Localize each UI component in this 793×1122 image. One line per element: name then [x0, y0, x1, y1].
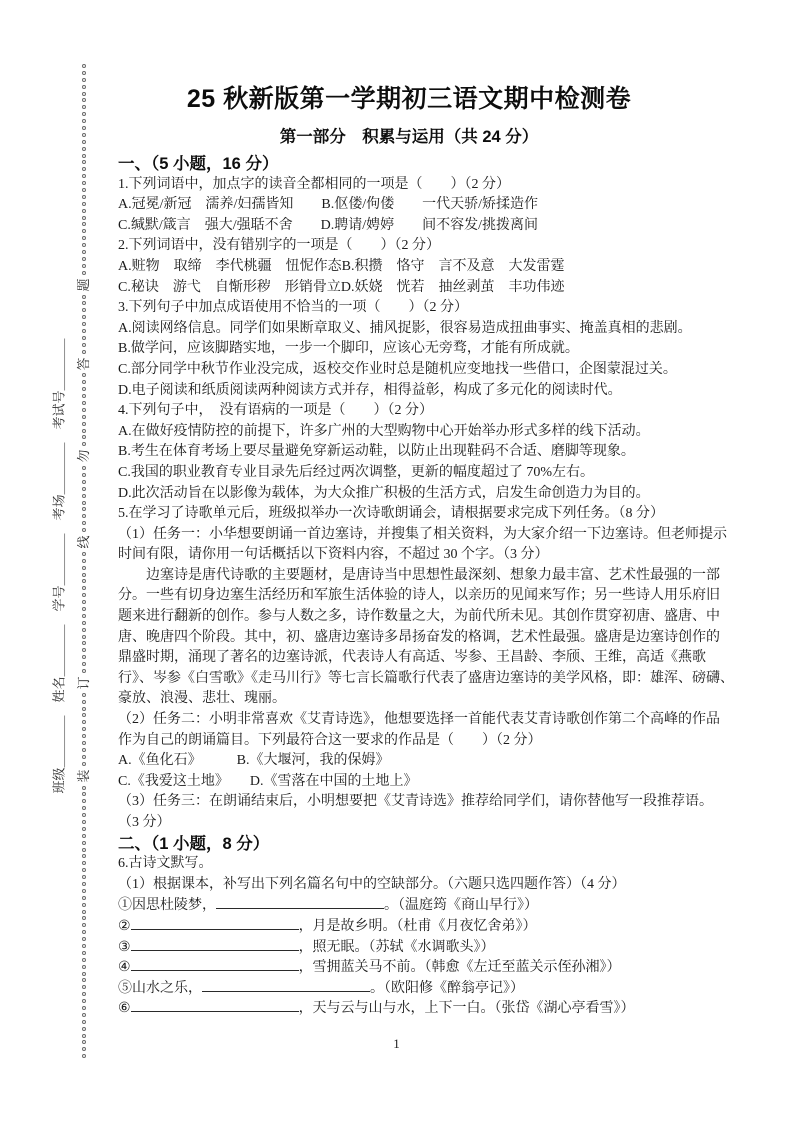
binding-dot	[82, 329, 86, 333]
exam-line	[118, 545, 700, 566]
binding-dot	[82, 243, 86, 247]
binding-dot	[82, 707, 86, 711]
binding-dot	[82, 167, 86, 171]
text-segment: B.做学问，应该脚踏实地，一步一个脚印，应该心无旁骛，才能有所成就。	[118, 341, 579, 357]
text-segment: ①因思杜陵梦，	[118, 898, 216, 914]
text-segment: ，雪拥蓝关马不前。（韩愈《左迁至蓝关示侄孙湘》）	[298, 960, 621, 976]
binding-line-char: 勿	[75, 449, 91, 463]
binding-dot	[82, 965, 86, 969]
exam-line	[118, 978, 700, 999]
binding-dot	[82, 951, 86, 955]
answer-blank	[131, 916, 299, 930]
binding-dot	[82, 985, 86, 989]
binding-dot	[82, 257, 86, 261]
exam-line	[118, 216, 700, 237]
binding-dot	[82, 147, 86, 151]
exam-line	[118, 195, 700, 216]
binding-dot	[82, 202, 86, 206]
binding-dot	[82, 861, 86, 865]
binding-dot	[82, 806, 86, 810]
exam-line	[118, 648, 706, 669]
exam-line	[118, 607, 720, 628]
binding-dot	[82, 473, 86, 477]
binding-dot	[82, 566, 86, 570]
binding-dot	[82, 394, 86, 398]
binding-dot	[82, 882, 86, 886]
binding-dot	[82, 350, 86, 354]
exam-line	[118, 772, 700, 793]
binding-dot	[82, 972, 86, 976]
binding-dot	[82, 322, 86, 326]
exam-line	[118, 895, 700, 916]
binding-dot	[82, 1013, 86, 1017]
text-segment: 一、（5 小题，16 分）	[118, 155, 279, 173]
text-segment: 鼎盛时期，涌现了著名的边塞诗派，代表诗人有高适、岑参、王昌龄、李颀、王维，高适《燕歌	[118, 650, 706, 666]
binding-dot	[82, 727, 86, 731]
exam-line	[118, 916, 700, 937]
binding-dot	[82, 271, 86, 275]
binding-dot	[82, 916, 86, 920]
binding-dot	[82, 295, 86, 299]
binding-dot	[82, 834, 86, 838]
binding-dot	[82, 875, 86, 879]
text-segment: （1）根据课本，补写出下列名篇名句中的空缺部分。（六题只选四题作答）（4 分）	[118, 876, 626, 892]
binding-dot	[82, 174, 86, 178]
binding-dot	[82, 528, 86, 532]
binding-dot	[82, 429, 86, 433]
binding-dot	[82, 820, 86, 824]
text-segment: ②	[118, 918, 131, 934]
binding-dot	[82, 999, 86, 1003]
text-segment: 题来进行翻新的创作。参与人数之多，诗作数量之大，为前代所未见。其创作贯穿初唐、盛唐、中	[118, 609, 720, 625]
binding-dot	[82, 222, 86, 226]
binding-dot	[82, 586, 86, 590]
exam-line	[118, 278, 700, 299]
binding-dot	[82, 140, 86, 144]
binding-dot	[82, 408, 86, 412]
text-segment: ，月是故乡明。（杜甫《月夜忆舍弟》）	[298, 918, 537, 934]
binding-dot	[82, 160, 86, 164]
exam-line	[118, 628, 720, 649]
text-segment: C.秘诀 游弋 自惭形秽 形销骨立D.妖娆 恍若 抽丝剥茧 丰功伟迹	[118, 279, 565, 295]
binding-dot	[82, 514, 86, 518]
text-segment: （3 分）	[118, 815, 171, 830]
binding-dot	[82, 216, 86, 220]
binding-dot	[82, 792, 86, 796]
binding-dot	[82, 92, 86, 96]
exam-line	[118, 504, 700, 525]
answer-blank	[131, 937, 299, 951]
text-segment: B.考生在体育考场上要尽量避免穿新运动鞋，以防止出现鞋码不合适、磨脚等现象。	[118, 444, 635, 460]
binding-dot	[82, 848, 86, 852]
binding-dot	[82, 85, 86, 89]
exam-content	[118, 84, 734, 1019]
binding-dot	[82, 422, 86, 426]
binding-dot	[82, 669, 86, 673]
binding-dot	[82, 154, 86, 158]
binding-dot	[82, 579, 86, 583]
exam-line	[118, 319, 700, 340]
exam-line	[118, 236, 700, 257]
exam-line	[118, 792, 713, 813]
exam-line	[118, 381, 700, 402]
section-heading	[118, 834, 700, 855]
text-segment: 4.下列句子中， 没有语病的一项是（ ）（2 分）	[118, 403, 433, 419]
exam-line	[118, 710, 720, 731]
binding-dot	[82, 827, 86, 831]
text-segment: 。（欧阳修《醉翁亭记》）	[370, 980, 524, 996]
text-segment: D.电子阅读和纸质阅读两种阅读方式并存，相得益彰，构成了多元化的阅读时代。	[118, 382, 622, 398]
exam-line	[118, 586, 720, 607]
text-segment: A.冠冕/新冠 濡养/妇孺皆知 B.伛偻/佝偻 一代天骄/矫揉造作	[118, 197, 539, 213]
exam-line	[118, 463, 700, 484]
text-segment: 时间有限，请你用一句话概括以下资料内容，不超过 30 个字。（3 分）	[118, 547, 549, 563]
binding-dotted-line	[76, 64, 91, 1060]
binding-dot	[82, 188, 86, 192]
answer-blank	[202, 978, 370, 992]
text-segment: C.我国的职业教育专业目录先后经过两次调整，更新的幅度超过了 70%左右。	[118, 464, 594, 480]
binding-dot	[82, 250, 86, 254]
binding-dot	[82, 264, 86, 268]
text-segment: （1）任务一：小华想要朗诵一首边塞诗，并搜集了相关资料，为大家介绍一下边塞诗。但老师提示	[118, 526, 727, 542]
text-segment: 二、（1 小题，8 分）	[118, 834, 270, 853]
exam-line	[118, 525, 727, 546]
binding-dot	[82, 1006, 86, 1010]
binding-dot	[82, 181, 86, 185]
binding-line-char: 装	[75, 769, 91, 783]
binding-dot	[82, 614, 86, 618]
text-segment: C.缄默/箴言 强大/强聒不舍 D.聘请/娉婷 间不容发/挑拨离间	[118, 217, 539, 233]
text-segment: A.《鱼化石》 B.《大堰河，我的保姆》	[118, 753, 390, 769]
text-segment: ⑥	[118, 1001, 131, 1017]
binding-dot	[82, 442, 86, 446]
binding-dot	[82, 937, 86, 941]
text-segment: ③	[118, 939, 131, 955]
text-segment: ④	[118, 960, 131, 976]
binding-dot	[82, 741, 86, 745]
binding-dot	[82, 854, 86, 858]
binding-dot	[82, 343, 86, 347]
exam-line	[118, 937, 700, 958]
binding-dot	[82, 635, 86, 639]
exam-line	[118, 257, 700, 278]
binding-dot	[82, 889, 86, 893]
binding-dot	[82, 762, 86, 766]
text-segment: C.部分同学中秋节作业没完成，返校交作业时总是随机应变地找一些借口，企图蒙混过关。	[118, 361, 677, 377]
text-segment: A.阅读网络信息。同学们如果断章取义、捕风捉影，很容易造成扭曲事实、掩盖真相的悲剧。	[118, 320, 692, 336]
binding-dot	[82, 700, 86, 704]
exam-line	[118, 957, 700, 978]
binding-dot	[82, 648, 86, 652]
binding-dot	[82, 466, 86, 470]
binding-dot	[82, 748, 86, 752]
student-info-fields: 班级＿＿＿＿ 姓名＿＿＿＿ 学号＿＿＿＿ 考场＿＿＿＿ 考试号＿＿＿＿	[51, 338, 67, 794]
binding-dot	[82, 693, 86, 697]
binding-dot	[82, 655, 86, 659]
binding-dot	[82, 501, 86, 505]
binding-dot	[82, 1054, 86, 1058]
text-segment: 行》、岑参《白雪歌》《走马川行》等七言长篇歌行代表了盛唐边塞诗的美学风格，即：雄浑、磅礴、	[118, 670, 734, 686]
binding-dot	[82, 1020, 86, 1024]
binding-dot	[82, 552, 86, 556]
exam-line	[118, 669, 734, 690]
binding-dot	[82, 923, 86, 927]
text-segment: （3）任务三：在朗诵结束后，小明想要把《艾青诗选》推荐给同学们，请你替他写一段推荐语。	[118, 794, 713, 810]
text-segment: 作为自己的朗诵篇目。下列最符合这一要求的作品是（ ）（2 分）	[118, 732, 542, 748]
binding-dot	[82, 713, 86, 717]
exam-line	[118, 751, 700, 772]
binding-dot	[82, 373, 86, 377]
exam-line	[118, 875, 700, 896]
text-segment: ⑤山水之乐，	[118, 980, 202, 996]
binding-dot	[82, 195, 86, 199]
exam-line	[118, 401, 700, 422]
binding-dot	[82, 494, 86, 498]
answer-blank	[131, 998, 299, 1012]
text-segment: 1.下列词语中，加点字的读音全都相同的一项是（ ）（2 分）	[118, 176, 510, 192]
binding-line-char: 线	[75, 535, 91, 549]
binding-dot	[82, 480, 86, 484]
text-segment: D.此次活动旨在以影像为载体，为大众推广积极的生活方式，启发生命创造力为目的。	[118, 485, 650, 501]
binding-dot	[82, 78, 86, 82]
binding-dot	[82, 1027, 86, 1031]
page-number: 1	[393, 1036, 400, 1051]
binding-dot	[82, 401, 86, 405]
binding-dot	[82, 813, 86, 817]
text-segment: ，照无眠。（苏轼《水调歌头》）	[298, 939, 495, 955]
text-segment: A.赃物 取缔 李代桃疆 忸怩作态B.积攒 恪守 言不及意 大发雷霆	[118, 258, 565, 274]
exam-line	[118, 298, 700, 319]
exam-line	[118, 442, 700, 463]
text-segment: ，天与云与山与水，上下一白。（张岱《湖心亭看雪》）	[298, 1001, 635, 1017]
binding-dot	[82, 573, 86, 577]
binding-line-char: 答	[75, 357, 91, 371]
text-segment: 3.下列句子中加点成语使用不恰当的一项（ ）（2 分）	[118, 300, 468, 316]
binding-dot	[82, 992, 86, 996]
binding-dot	[82, 896, 86, 900]
binding-dot	[82, 958, 86, 962]
text-segment: 唐、晚唐四个阶段。其中，初、盛唐边塞诗多昂扬奋发的格调，艺术性最强。盛唐是边塞诗创作的	[118, 629, 720, 645]
binding-dot	[82, 910, 86, 914]
text-segment: A.在做好疫情防控的前提下，许多广州的大型购物中心开始举办形式多样的线下活动。	[118, 423, 650, 439]
binding-dot	[82, 105, 86, 109]
part-heading: 第一部分 积累与运用（共 24 分）	[279, 128, 539, 146]
binding-dot	[82, 71, 86, 75]
binding-dot	[82, 112, 86, 116]
section-heading	[118, 154, 700, 175]
binding-dot	[82, 387, 86, 391]
exam-line	[118, 175, 700, 196]
binding-dot	[82, 600, 86, 604]
binding-dot	[82, 308, 86, 312]
answer-blank	[216, 895, 384, 909]
exam-line	[118, 854, 700, 875]
binding-dot	[82, 336, 86, 340]
binding-dot	[82, 734, 86, 738]
exam-line	[118, 360, 700, 381]
exam-body	[118, 154, 734, 1019]
binding-dot	[82, 209, 86, 213]
exam-line	[118, 566, 720, 587]
binding-line-char: 题	[75, 278, 91, 292]
text-segment: 6.古诗文默写。	[118, 856, 213, 872]
binding-dot	[82, 507, 86, 511]
exam-line	[118, 689, 700, 710]
binding-dot	[82, 380, 86, 384]
binding-dot	[82, 315, 86, 319]
text-segment: C.《我爱这土地》 D.《雪落在中国的土地上》	[118, 773, 418, 789]
binding-dot	[82, 868, 86, 872]
binding-dot	[82, 641, 86, 645]
exam-line	[118, 731, 700, 752]
text-segment: 5.在学习了诗歌单元后，班级拟举办一次诗歌朗诵会，请根据要求完成下列任务。（8 分）	[118, 506, 664, 522]
binding-dot	[82, 229, 86, 233]
binding-dot	[82, 621, 86, 625]
binding-dot	[82, 487, 86, 491]
text-segment: 豪放、浪漫、悲壮、瑰丽。	[118, 691, 286, 707]
binding-dot	[82, 98, 86, 102]
exam-line	[118, 484, 700, 505]
binding-dot	[82, 841, 86, 845]
binding-dot	[82, 521, 86, 525]
binding-dot	[82, 930, 86, 934]
binding-dot	[82, 607, 86, 611]
text-segment: 分。一些有切身边塞生活经历和军旅生活体验的诗人，以亲历的见闻来写作；另一些诗人用乐府旧	[118, 588, 720, 604]
exam-line	[118, 998, 700, 1019]
text-segment: 2.下列词语中，没有错别字的一项是（ ）（2 分）	[118, 238, 440, 254]
binding-dot	[82, 126, 86, 130]
answer-blank	[131, 957, 299, 971]
text-segment: （2）任务二：小明非常喜欢《艾青诗选》，他想要选择一首能代表艾青诗歌创作第二个高峰的作品	[118, 712, 720, 728]
binding-dot	[82, 119, 86, 123]
exam-title: 25 秋新版第一学期初三语文期中检测卷	[186, 85, 632, 113]
binding-dot	[82, 236, 86, 240]
binding-dot	[82, 64, 86, 68]
text-segment: 。（温庭筠《商山早行》）	[384, 898, 538, 914]
exam-line	[118, 422, 700, 443]
binding-dot	[82, 903, 86, 907]
binding-dot	[82, 662, 86, 666]
binding-dot	[82, 435, 86, 439]
binding-dot	[82, 559, 86, 563]
binding-dot	[82, 755, 86, 759]
binding-dot	[82, 415, 86, 419]
binding-line-char: 订	[75, 676, 91, 690]
exam-line	[118, 339, 700, 360]
binding-dot	[82, 944, 86, 948]
exam-line	[118, 813, 700, 834]
text-segment: 边塞诗是唐代诗歌的主要题材，是唐诗当中思想性最深刻、想象力最丰富、艺术性最强的一部	[118, 567, 720, 583]
binding-dot	[82, 978, 86, 982]
binding-dot	[82, 786, 86, 790]
binding-dot	[82, 628, 86, 632]
binding-dot	[82, 720, 86, 724]
binding-dot	[82, 301, 86, 305]
binding-dot	[82, 799, 86, 803]
binding-dot	[82, 593, 86, 597]
binding-dot	[82, 133, 86, 137]
